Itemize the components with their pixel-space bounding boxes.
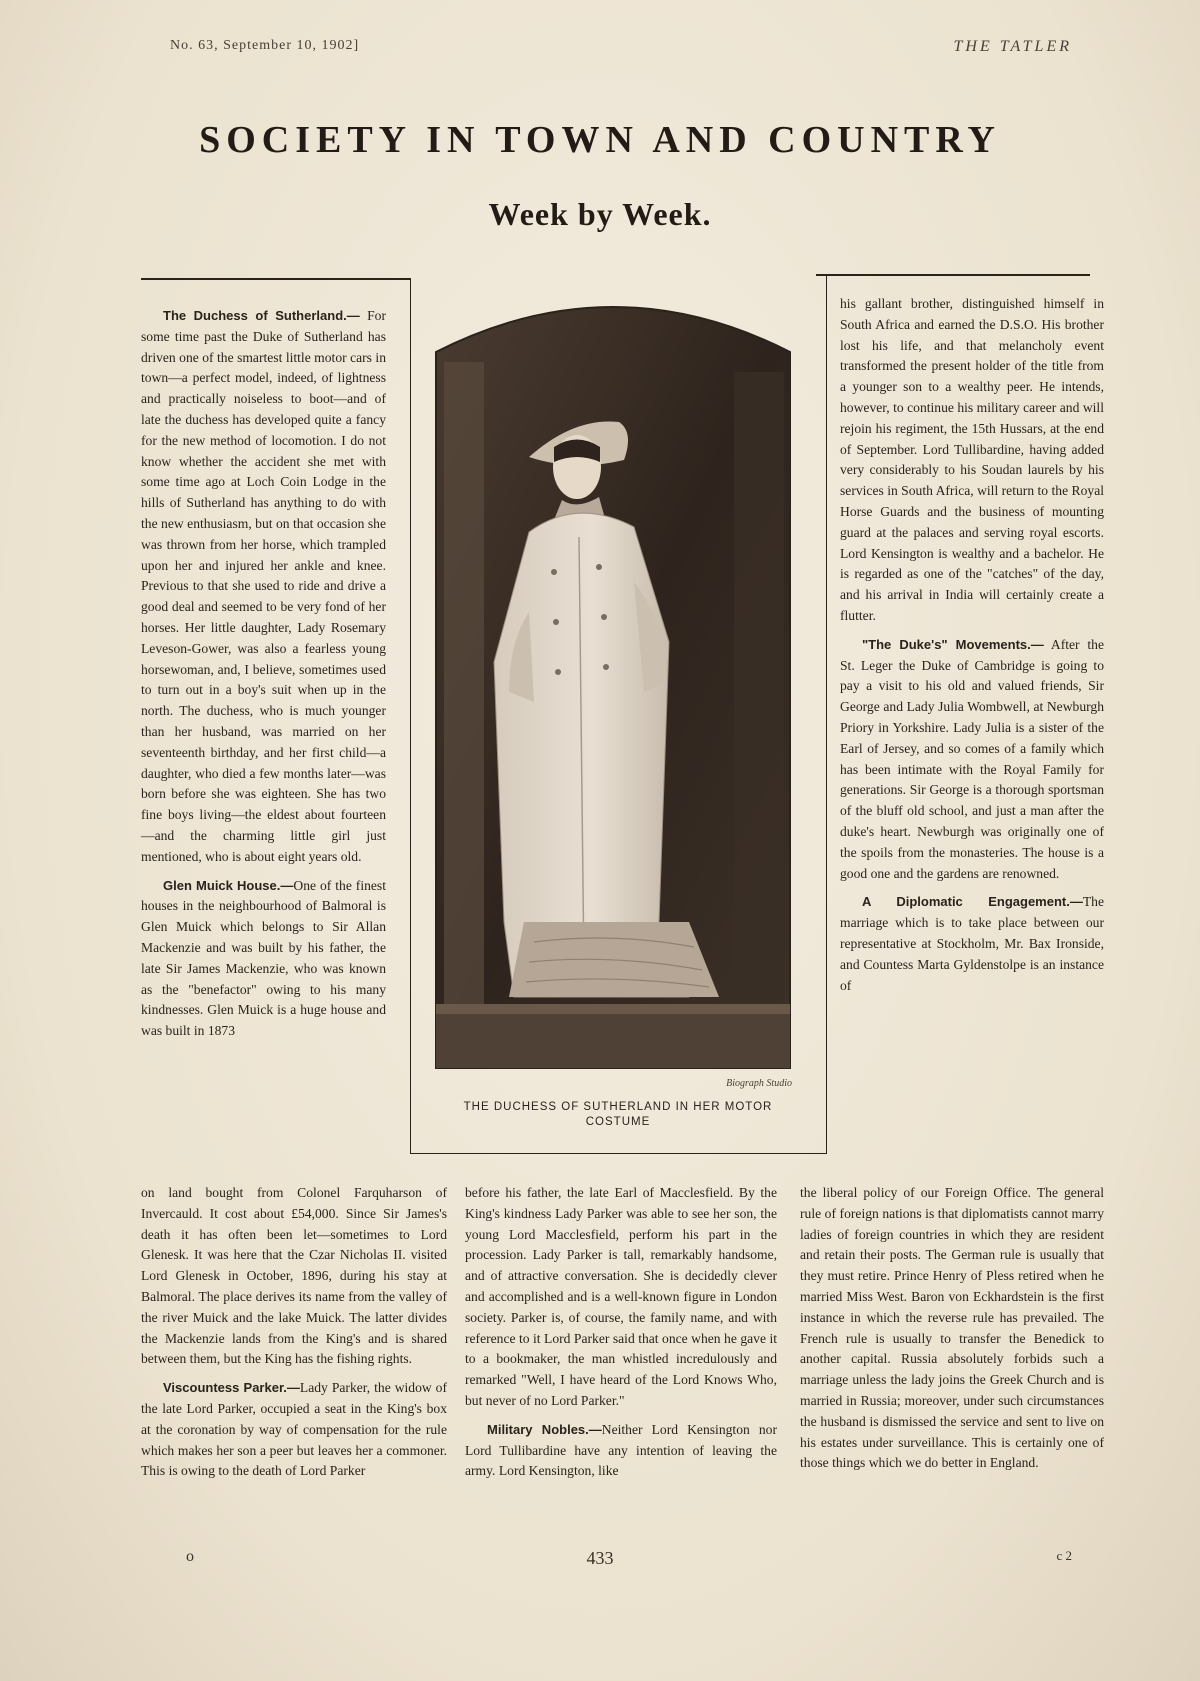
masthead: THE TATLER (953, 38, 1072, 55)
left-column-side-rule (410, 278, 411, 1154)
column-left-upper (141, 306, 386, 1050)
footer-mark-right: c 2 (1056, 1548, 1072, 1563)
paragraph-heading: Military Nobles.— (487, 1421, 602, 1437)
left-column-top-rule (141, 278, 410, 280)
paragraph-text: Neither Lord Kensington nor Lord Tullibardine have any intention of leaving the army. Lord Kensington, like (465, 1421, 777, 1479)
paragraph-text: the liberal policy of our Foreign Office. The general rule of foreign nations is that diplomatists cannot marry ladies of foreign countries in which they are resident and retain their posts. The German rule is usually that they must retire. Prince Henry of Pless retired when he married Miss West. Baron von Eckhardstein is the first instance in which the reverse rule has prevailed. The French rule is usually to transfer the Benedick to another capital. Russia absolutely forbids such a marriage unless the lady joins the Greek Church and is married in Russia; moreover, under such circumstances the husband is dismissed the service and sent to live on his estates under surveillance. This is certainly one of those things which we do better in England. (800, 1185, 1104, 1471)
paragraph (800, 1183, 1104, 1474)
column-right-upper (840, 294, 1104, 1004)
paragraph-text: his gallant brother, distinguished himself in South Africa and earned the D.S.O. His brother lost his life, and that melancholy event transformed the present holder of the title from a younger son to a wealthy peer. He intends, however, to continue his military career and will rejoin his regiment, the 15th Hussars, at the end of September. Lord Tullibardine, having added very considerably to his Soudan laurels by his services in South Africa, will return to the Royal Horse Guards and the business of mounting guard at the palaces and serving royal escorts. Lord Kensington is wealthy and a bachelor. He is regarded as one of the "catches" of the day, and his arrival in India will certainly create a flutter. (840, 296, 1104, 623)
right-column-top-rule (816, 274, 1090, 276)
paragraph (141, 306, 386, 868)
page-subtitle: Week by Week. (488, 196, 712, 232)
column-middle-lower (465, 1183, 777, 1490)
paragraph-text: For some time past the Duke of Sutherland has driven one of the smartest little motor cars in town—a perfect model, indeed, of lightness and practically noiseless to boot—and of late the duchess has developed quite a fancy for the new method of locomotion. I do not know whether the accident she met with some time ago at Loch Coin Lodge in the hills of Sutherland has anything to do with the new enthusiasm, but on that occasion she was thrown from her horse, which trampled upon her and injured her ankle and knee. Previous to that she used to ride and drive a good deal and seemed to be very fond of her horses. Her little daughter, Lady Rosemary Leveson-Gower, was also a fearless young horsewoman, and, I believe, sometimes used to turn out in a boy's suit when up in the north. The duchess, who is much younger than her husband, was married on her seventeenth birthday, and her first child—a daughter, who died a few months later—was born before she was eighteen. She has two fine boys living—the eldest about fourteen—and the charming little girl just mentioned, who is about eight years old. (141, 308, 386, 864)
paragraph-heading: The Duchess of Sutherland.— (163, 308, 360, 323)
paragraph-heading: Viscountess Parker.— (163, 1380, 300, 1396)
page-title: SOCIETY IN TOWN AND COUNTRY (199, 119, 1001, 161)
paragraph-text: Lady Parker, the widow of the late Lord Parker, occupied a seat in the King's box at the coronation by way of compensation for the rule which makes her son a peer but leaves her a commoner. This is owing to the death of Lord Parker (141, 1380, 448, 1479)
column-left-lower (141, 1183, 447, 1490)
paragraph-heading: A Diplomatic Engagement.— (862, 894, 1083, 910)
paragraph-heading: Glen Muick House.— (163, 877, 294, 893)
photo-credit: Biograph Studio (726, 1078, 792, 1089)
paragraph (465, 1183, 777, 1412)
column-right-lower (800, 1183, 1104, 1482)
paragraph-heading: "The Duke's" Movements.— (862, 636, 1044, 652)
footer-mark-left: o (186, 1548, 194, 1565)
paragraph-text: After the St. Leger the Duke of Cambridge is going to pay a visit to his old and valued friends, Sir George and Lady Julia Wombwell, at Newburgh Priory in Yorkshire. Lady Julia is a sister of the Earl of Jersey, and so comes of a family which has been intimate with the Royal Family for generations. Sir George is a thorough sportsman of the bluff old school, and just a man after the duke's heart. Newburgh was originally one of the spoils from the monasteries. The house is a good one and the gardens are renowned. (840, 636, 1104, 881)
paragraph (840, 635, 1104, 885)
right-column-side-rule (826, 274, 827, 1154)
paragraph (840, 294, 1104, 627)
paragraph-text: One of the finest houses in the neighbourhood of Balmoral is Glen Muick which belongs to Sir Allan Mackenzie and was built by his father, the late Sir James Mackenzie, who was known as the "benefactor" owing to his many kindnesses. Glen Muick is a huge house and was built in 1873 (141, 877, 386, 1039)
page-number: 433 (586, 1548, 614, 1568)
issue-line: No. 63, September 10, 1902] (170, 38, 360, 53)
duchess-photograph (434, 282, 792, 1070)
paragraph (141, 1378, 447, 1482)
paragraph (141, 1183, 447, 1370)
paragraph (840, 892, 1104, 996)
photo-caption: THE DUCHESS OF SUTHERLAND IN HER MOTOR COSTUME (463, 1101, 773, 1128)
paragraph-text: The marriage which is to take place between our representative at Stockholm, Mr. Bax Ironside, and Countess Marta Gyldenstolpe is an instance of (840, 894, 1104, 993)
paragraph (141, 876, 386, 1042)
paragraph-text: before his father, the late Earl of Macclesfield. By the King's kindness Lady Parker was able to see her son, the young Lord Macclesfield, perform his part in the procession. Lady Parker is tall, remarkably handsome, and of attractive conversation. She is decidedly clever and accomplished and is a well-known figure in London society. Parker is, of course, the family name, and with reference to it Lord Parker said that once when he gave it to a bookmaker, the man whistled incredulously and remarked "Well, I have heard of the Lord Knows Who, but never of no Lord Parker." (465, 1185, 777, 1408)
paragraph (465, 1420, 777, 1482)
photo-bottom-rule (410, 1153, 826, 1154)
paragraph-text: on land bought from Colonel Farquharson of Invercauld. It cost about £54,000. Since Sir James's death it has often been let—sometimes to Lord Glenesk. It was here that the Czar Nicholas II. visited Lord Glenesk in October, 1896, during his stay at Balmoral. The place derives its name from the valley of the river Muick and the lake Muick. The latter divides the Mackenzie lands from the King's and is shared between them, but the King has the fishing rights. (141, 1185, 447, 1367)
